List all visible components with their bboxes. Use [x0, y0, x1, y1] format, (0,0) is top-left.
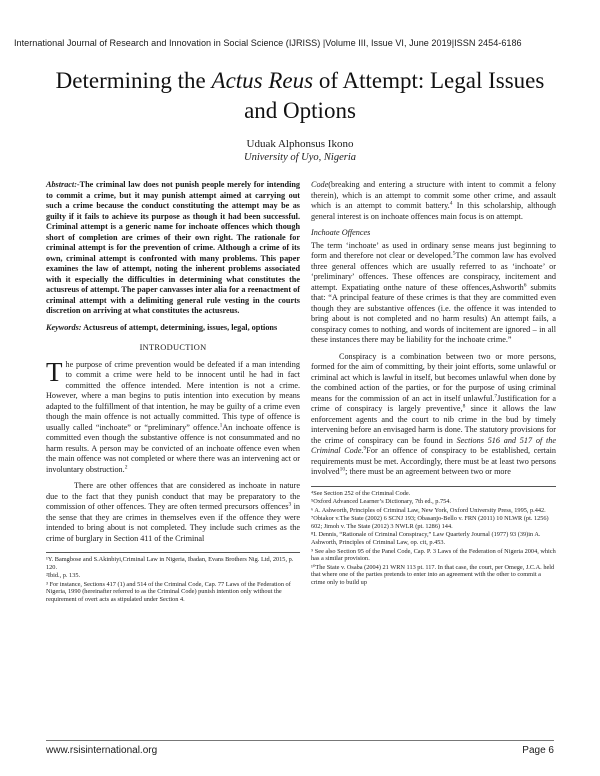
inch-p1-text-c: submits that: “A principal feature of these crimes is that they are committed even though they are substantive offences (i.e. the offence it was intended to bring about is not completed and no harm results) An attempt fails, a conspiracy comes to nothing, and words of incitement are ignored – in all these instances there may be liability for the inchoate crime.”: [311, 282, 556, 344]
cont-text-b: In this scholarship, although general interest is on inchoate offences main focus is on attempt.: [311, 201, 556, 221]
footnote-ref[interactable]: 3: [288, 501, 292, 508]
footnote-ref[interactable]: 1: [219, 421, 223, 428]
footnote: ⁸I. Dennis, “Rationale of Criminal Conspiracy,” Law Quarterly Journal (1977) 93 (39)in A. Ashworth, Principles of Criminal Law, op. cit, p.453.: [311, 531, 541, 547]
abstract-body: The criminal law does not punish people merely for intending to commit a crime, but it may punish attempt aimed at carrying out such a crime because the conduct constituting the attempt may be as guilty if it fails to achieve its purpose as though it had been successful. Criminal attempt is a generic name for inchoate offences which though short of completion are crimes of their own right. The rationale for criminal attempt is for the prevention of crime. Although a crime of its own, criminal attempt is confronted with many problems. This paper examines the law of attempt, noting the inherent problems associated with it especially the difficulties in determining what constitutes the actusreus of attempt. The paper canvasses inter alia for a reenactment of criminal attempt with a delimiting general rule vesting in the courts discretion on arriving at what constitutes the actusreus.: [46, 180, 300, 315]
footer-divider: [46, 740, 554, 741]
inchoate-paragraph-2: [311, 352, 556, 478]
footnote: ⁴See Section 252 of the Criminal Code.: [311, 489, 411, 497]
dropcap: T: [46, 356, 63, 387]
footnote-ref[interactable]: 2: [124, 463, 128, 470]
inch-p2-text-c: since it allows the law enforcement agents and the court to nib crime in the bud by timely intervening before an envisaged harm is done. The statutory provisions for the crime of conspiracy can be found in: [311, 404, 556, 445]
footnote-ref[interactable]: 5: [452, 250, 456, 257]
title-suffix: of Attempt: Legal Issues and Options: [244, 68, 545, 123]
inch-p2-italic: Sections 516 and 517 of the Criminal Code.: [311, 435, 556, 455]
intro-p2-text-b: in the sense that they are crimes in themselves even if the offence they were intended to bring about is not completed. They include such crimes as the crime of burglary in Section 411 of the Criminal: [46, 502, 300, 543]
footnote: ⁹ See also Section 95 of the Panel Code, Cap. P. 3 Laws of the Federation of Nigeria 2004, which has a similar provision.: [311, 547, 556, 563]
footnote-ref[interactable]: 9: [363, 445, 367, 452]
inch-p1-text-b: The common law has evolved three general offences which are usually referred to as ‘inchoate’ or ‘preliminary’ offences. These offences are conspiracy, incitement and attempt. Expatiating onthe nature of these offences,Ashworth: [311, 251, 556, 292]
author-affiliation: University of Uyo, Nigeria: [244, 152, 356, 163]
left-column: [46, 180, 300, 605]
keywords: [46, 323, 300, 334]
abstract: [46, 180, 300, 317]
running-header: International Journal of Research and Innovation in Social Science (IJRISS) |Volume III, Issue VI, June 2019|ISSN 2454-6186: [14, 38, 522, 48]
author-name: Uduak Alphonsus Ikono: [246, 138, 354, 150]
continuation-paragraph: [311, 180, 556, 222]
cont-italic: Code: [311, 180, 329, 189]
footer-website[interactable]: www.rsisinternational.org: [46, 745, 158, 756]
cont-text: (breaking and entering a structure with intent to commit a felony therein), which is an attempt to commit some other crime, and assault which is an attempt to commit battery.: [311, 180, 556, 210]
footnote-ref[interactable]: 4: [449, 200, 453, 207]
footnote: ⁵Oxford Advanced Learner’s Dictionary, 7th ed., p.754.: [311, 498, 451, 506]
right-column: [311, 180, 556, 588]
paper-title: [40, 66, 560, 126]
intro-p2-text: There are other offences that are considered as inchoate in nature due to the fact that they punish conduct that may be preparatory to the commission of other offences. They are often termed precursors offences: [46, 481, 300, 511]
footnote-ref[interactable]: 6: [523, 281, 527, 288]
footnote-ref[interactable]: 7: [494, 392, 498, 399]
intro-paragraph-1: [46, 356, 300, 476]
left-footnotes: [46, 552, 300, 604]
footnote: ⁷Obiakor v.The State (2002) 6 SCNJ 193; Obasanjo-Bello v. FRN (2011) 10 NLWR (pt. 1256) 602; Jimoh v. The State (2012) 3 NWLR (pt. 1286) 144.: [311, 515, 549, 530]
intro-p1-text-b: An inchoate offence is committed even though the substantive offence is not consummated and no harm results. A person may be convicted of an inchoate offence even when the main offence was not completed or where there was an intervening act or involuntary obstruction.: [46, 422, 300, 474]
inch-p2-text: Conspiracy is a combination between two or more persons, formed for the aim of committing, by their joint efforts, some unlawful or criminal act which is lawful in itself, but becomes unlawful when done by the combined action of the parties, or for the purpose of using criminal means for the commission of an act in itself unlawful.: [311, 351, 556, 403]
inch-p2-text-b: Justification for a crime of conspiracy is largely preventive,: [311, 393, 556, 413]
intro-paragraph-2: [46, 481, 300, 544]
subheading-inchoate-offences: Inchoate Offences: [311, 228, 371, 237]
footer-page-number: Page 6: [522, 745, 554, 756]
inch-p1-text: The term ‘inchoate’ as used in ordinary sense means just beginning to form and therefore not clear or developed.: [311, 240, 556, 260]
footnote: ³ For instance, Sections 417 (1) and 514 of the Criminal Code, Cap. 77 Laws of the Federation of Nigeria, 1990 (hereinafter referred to as the Criminal Code) punish intention only without the requirement of overt acts as stipulated under Section 4.: [46, 580, 291, 603]
abstract-label: Abstract:-: [46, 180, 80, 189]
keywords-list: Actusreus of attempt, determining, issues, legal, options: [83, 322, 278, 332]
footnote: ¹⁰The State v. Osaba (2004) 21 WRN 113 pt. 117. In that case, the court, per Omege, J.C.A. held that where one of the parties pretends to enter into an agreement with the other to commit a crime only to build up: [311, 563, 555, 587]
footnote: ²Ibid., p. 135.: [46, 572, 81, 580]
right-footnotes: [311, 486, 556, 587]
footnote-ref[interactable]: 10: [339, 466, 346, 473]
inch-p2-text-e: ; there must be an agreement between two or more: [345, 467, 511, 476]
title-italic: Actus Reus: [211, 68, 314, 93]
footnote: ⁶ A. Ashworth, Principles of Criminal Law, New York, Oxford University Press, 1995, p.442.: [311, 506, 546, 514]
footnote-ref[interactable]: 8: [462, 403, 466, 410]
keywords-label: Keywords:: [46, 322, 82, 332]
footnote: ¹Y. Bamgbose and S.Akinbiyi,Criminal Law in Nigeria, Ibadan, Evans Brothers Nig. Ltd, 2015, p. 120.: [46, 556, 294, 571]
section-heading-introduction: INTRODUCTION: [139, 343, 207, 352]
intro-p1-text: he purpose of crime prevention would be defeated if a man intending to commit a crime were held to be innocent until he had in fact committed the offence intended. Mere intention is not a crime. However, where a man begins to putis intention into execution by means adapted to the fulfillment of that intention, he may be guilty of a crime even though the main offence is not actually committed. This type of offence is usually called “inchoate” or “preliminary” offence.: [46, 359, 300, 432]
inchoate-paragraph-1: [311, 241, 556, 346]
inch-p2-text-d: For an offence of conspiracy to be established, certain requirements must be met. Accordingly, there must be at least two persons involved: [311, 446, 556, 476]
title-prefix: Determining the: [55, 68, 212, 93]
